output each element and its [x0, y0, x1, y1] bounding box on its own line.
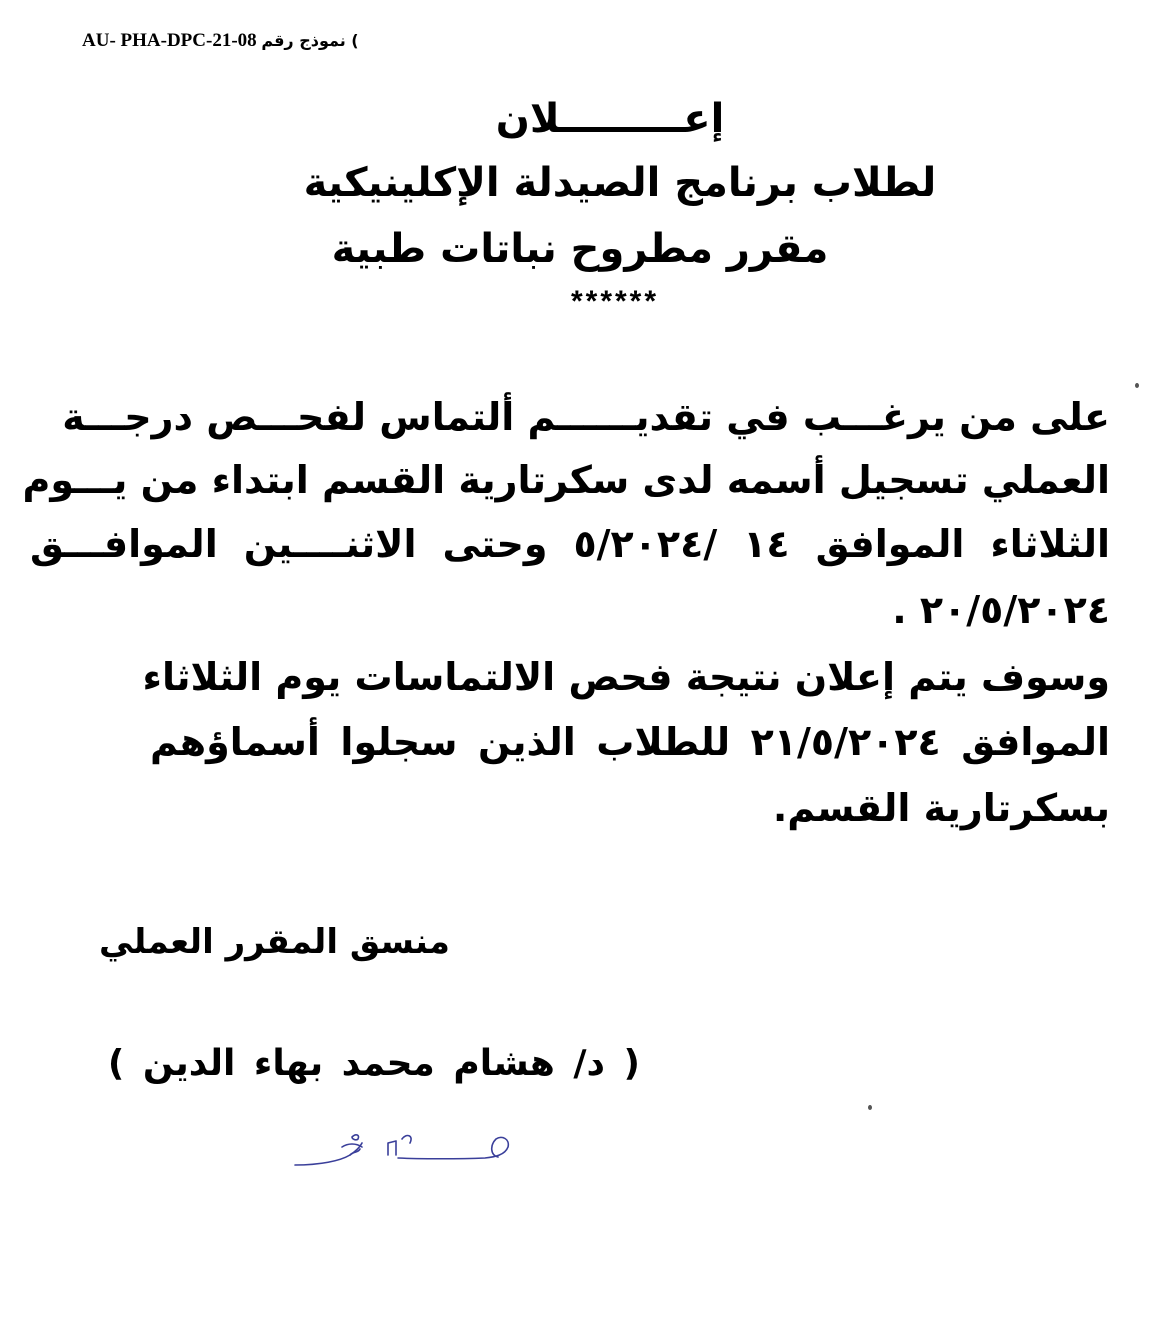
course-subtitle: مقرر مطروح نباتات طبية — [331, 226, 829, 272]
body-line-1: على من يرغـــب في تقديــــــم ألتماس لفحـــص درجـــة — [62, 395, 1110, 439]
body-line-5: وسوف يتم إعلان نتيجة فحص الالتماسات يوم الثلاثاء — [142, 655, 1110, 699]
body-line-7: بسكرتارية القسم. — [772, 786, 1110, 830]
body-line-6: الموافق ٢١/٥/٢٠٢٤ للطلاب الذين سجلوا أسماؤهم — [150, 720, 1110, 764]
announcement-title: إعـــــــــلان — [495, 96, 725, 142]
body-line-4: ٢٠/٥/٢٠٢٤ . — [892, 588, 1110, 632]
coordinator-role: منسق المقرر العملي — [99, 922, 450, 962]
signature-icon — [290, 1125, 520, 1175]
form-code-label: نموذج رقم ( — [261, 31, 359, 50]
coordinator-name: ( د/ هشام محمد بهاء الدين ) — [107, 1043, 640, 1084]
program-subtitle: لطلاب برنامج الصيدلة الإكلينيكية — [303, 160, 937, 206]
body-line-3: الثلاثاء الموافق ١٤ /٥/٢٠٢٤ وحتى الاثنــــين الموافـــق — [30, 522, 1110, 566]
body-line-2: العملي تسجيل أسمه لدى سكرتارية القسم ابتداء من يـــوم — [22, 458, 1110, 502]
scan-speck — [868, 1105, 872, 1110]
scan-speck — [1135, 383, 1139, 388]
separator-stars: ****** — [570, 285, 660, 318]
form-code — [82, 30, 359, 52]
form-code-value: AU- PHA-DPC-21-08 — [82, 30, 257, 51]
